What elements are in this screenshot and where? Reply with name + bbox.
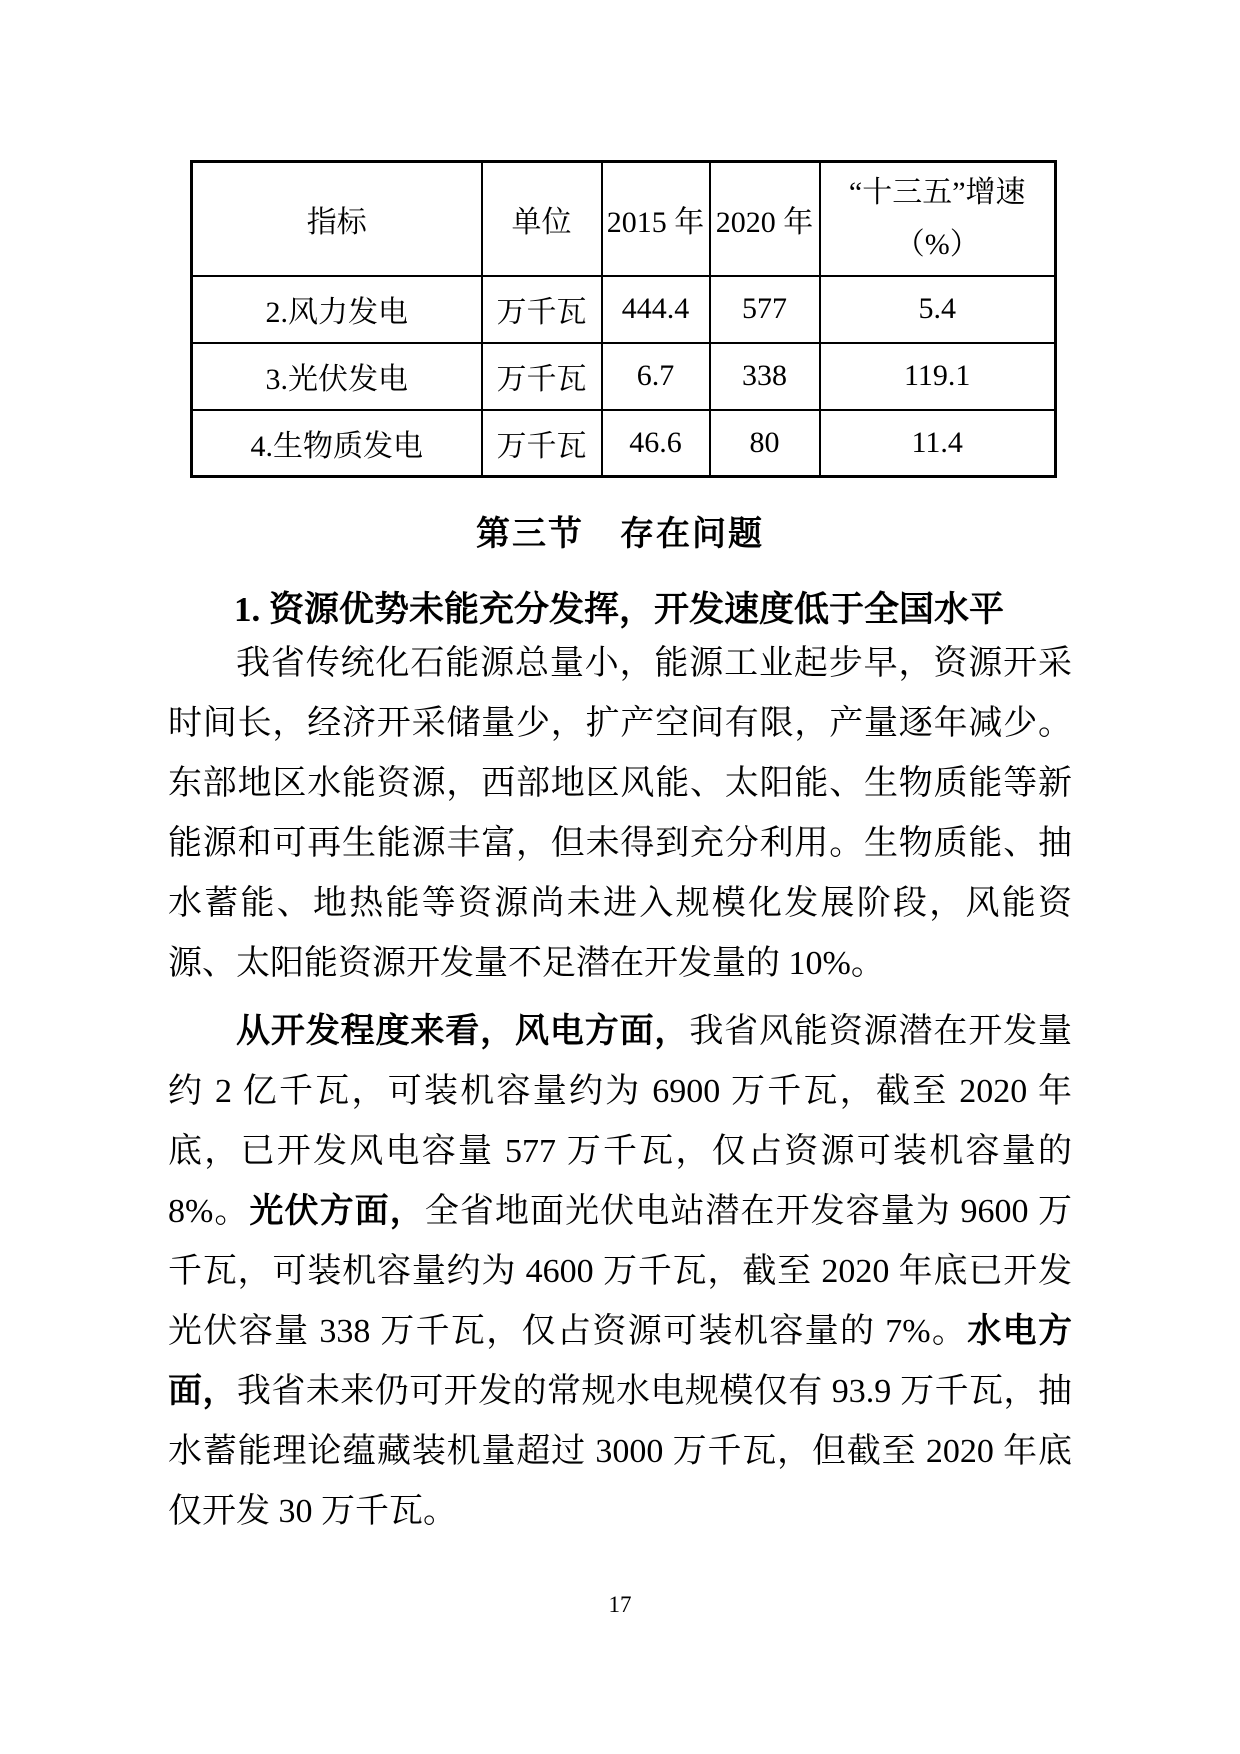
table-cell: 338 — [710, 343, 820, 410]
table-cell: 577 — [710, 276, 820, 343]
bold-text-run: 水电方面， — [168, 1313, 1072, 1410]
table-body — [192, 276, 1056, 477]
bold-text-run: 光伏方面， — [249, 1193, 425, 1230]
table-cell: 5.4 — [820, 276, 1056, 343]
table-cell: 119.1 — [820, 343, 1056, 410]
table-row — [192, 410, 1056, 477]
column-header: 2015 年 — [602, 162, 710, 276]
column-header-growth-line: （%） — [894, 227, 980, 261]
paragraph — [168, 1002, 1072, 1542]
paragraph — [168, 634, 1072, 994]
column-header-growth-line: “十三五”增速 — [848, 175, 1026, 209]
table-header-row — [192, 162, 1056, 276]
bold-text-run: 从开发程度来看，风电方面， — [236, 1013, 690, 1050]
table-cell: 3.光伏发电 — [192, 343, 482, 410]
table-cell: 万千瓦 — [482, 276, 602, 343]
body-text — [168, 634, 1072, 1542]
section-heading: 第三节 存在问题 — [476, 516, 764, 553]
table-cell: 6.7 — [602, 343, 710, 410]
page-number: 17 — [608, 1592, 632, 1617]
column-header: 指标 — [192, 162, 482, 276]
column-header-growth — [820, 162, 1056, 276]
indicator-table — [190, 160, 1057, 478]
table-cell: 2.风力发电 — [192, 276, 482, 343]
table-cell: 万千瓦 — [482, 410, 602, 477]
table-cell: 444.4 — [602, 276, 710, 343]
text-run: 我省传统化石能源总量小，能源工业起步早，资源开采时间长，经济开采储量少，扩产空间有限，产量逐年减少。东部地区水能资源，西部地区风能、太阳能、生物质能等新能源和可再生能源丰富，但未得到充分利用。生物质能、抽水蓄能、地热能等资源尚未进入规模化发展阶段，风能资源、太阳能资源开发量不足潜在开发量的 10%。 — [168, 645, 1072, 982]
table-cell: 46.6 — [602, 410, 710, 477]
table-row — [192, 343, 1056, 410]
column-header: 单位 — [482, 162, 602, 276]
text-run: 我省风能资源潜在开发量约 2 亿千瓦，可装机容量约为 6900 万千瓦，截至 2020 年底，已开发风电容量 577 万千瓦，仅占资源可装机容量的 8%。 — [168, 1013, 1073, 1230]
column-header: 2020 年 — [710, 162, 820, 276]
text-run: 我省未来仍可开发的常规水电规模仅有 93.9 万千瓦，抽水蓄能理论蕴藏装机量超过 3000 万千瓦，但截至 2020 年底仅开发 30 万千瓦。 — [168, 1373, 1073, 1530]
text-run: 全省地面光伏电站潜在开发容量为 9600 万千瓦，可装机容量约为 4600 万千瓦，截至 2020 年底已开发光伏容量 338 万千瓦，仅占资源可装机容量的 7%。 — [168, 1193, 1073, 1350]
subsection-heading: 1. 资源优势未能充分发挥，开发速度低于全国水平 — [234, 590, 1005, 629]
table-cell: 11.4 — [820, 410, 1056, 477]
table-cell: 80 — [710, 410, 820, 477]
table-header — [192, 162, 1056, 276]
table-cell: 4.生物质发电 — [192, 410, 482, 477]
table-cell: 万千瓦 — [482, 343, 602, 410]
table-row — [192, 276, 1056, 343]
